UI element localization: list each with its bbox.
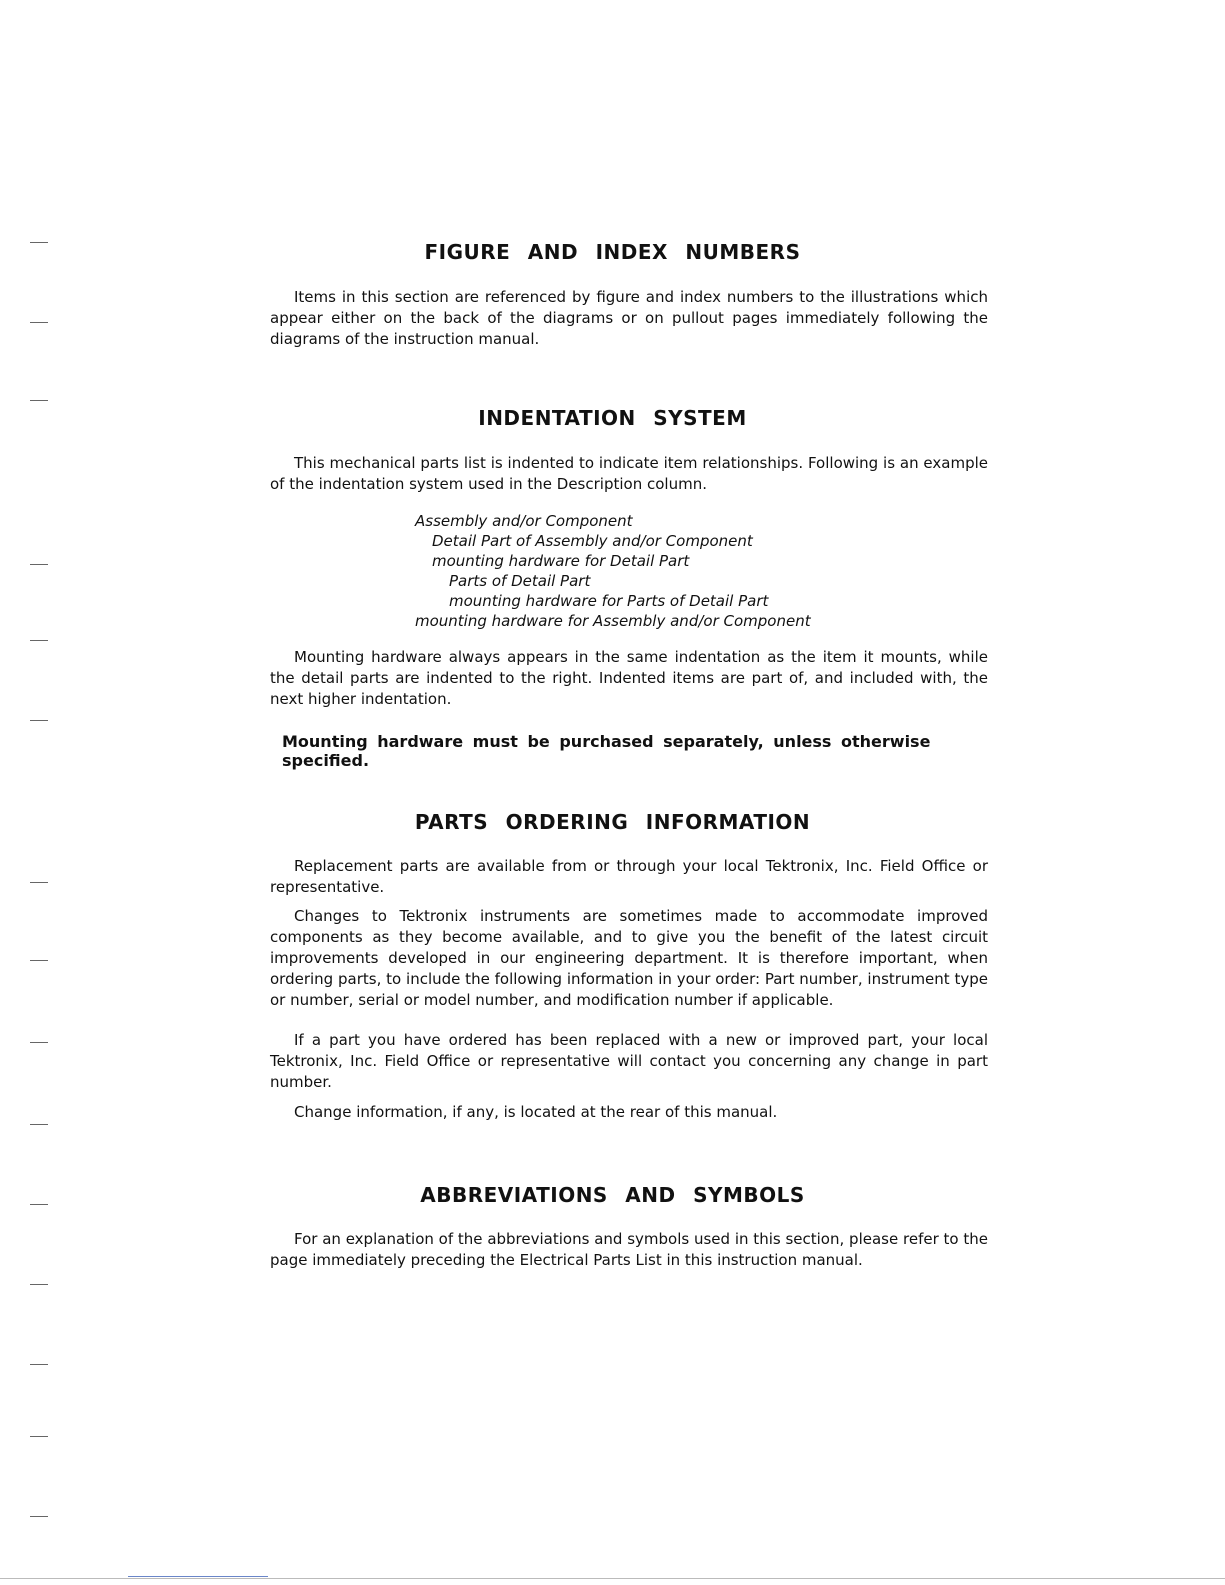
bottom-edge-line xyxy=(0,1578,1225,1579)
example-line-assembly: Assembly and/or Component xyxy=(415,512,633,530)
binding-hole-marks xyxy=(30,220,60,1520)
paragraph-ordering-4: Change information, if any, is located at the rear of this manual. xyxy=(294,1103,778,1121)
example-line-assembly-mounting: mounting hardware for Assembly and/or Component xyxy=(415,612,811,630)
indentation-example xyxy=(415,511,811,631)
heading-indentation-system: INDENTATION SYSTEM xyxy=(478,406,747,430)
mounting-hardware-notice: Mounting hardware must be purchased separately, unless otherwise specified. xyxy=(282,732,931,770)
bottom-edge-mark xyxy=(128,1576,268,1577)
heading-abbreviations: ABBREVIATIONS AND SYMBOLS xyxy=(420,1183,805,1207)
paragraph-figure-index: Items in this section are referenced by figure and index numbers to the illustrations which appear either on the back of the diagrams or on pullout pages immediately following the diagrams of the instruction manual. xyxy=(270,288,988,348)
paragraph-indentation-explanation: Mounting hardware always appears in the same indentation as the item it mounts, while the detail parts are indented to the right. Indented items are part of, and included with, the next higher indentation. xyxy=(270,648,988,708)
heading-parts-ordering: PARTS ORDERING INFORMATION xyxy=(414,810,811,834)
heading-figure-index: FIGURE AND INDEX NUMBERS xyxy=(424,240,801,264)
paragraph-ordering-2: Changes to Tektronix instruments are sometimes made to accommodate improved components as they become available, and to give you the benefit of the latest circuit improvements developed in our engineering department. It is therefore important, when ordering parts, to include the following information in your order: Part number, instrument type or number, serial or model number, and modification number if applicable. xyxy=(270,907,988,1009)
paragraph-indentation-intro: This mechanical parts list is indented to indicate item relationships. Following is an example of the indentation system used in the Description column. xyxy=(270,454,988,493)
example-line-parts-mounting: mounting hardware for Parts of Detail Part xyxy=(449,592,769,610)
example-line-detail-mounting: mounting hardware for Detail Part xyxy=(432,552,690,570)
example-line-parts-of-detail: Parts of Detail Part xyxy=(449,572,591,590)
paragraph-ordering-1: Replacement parts are available from or through your local Tektronix, Inc. Field Office or representative. xyxy=(270,857,988,896)
example-line-detail-part: Detail Part of Assembly and/or Component xyxy=(432,532,753,550)
paragraph-abbreviations: For an explanation of the abbreviations and symbols used in this section, please refer to the page immediately preceding the Electrical Parts List in this instruction manual. xyxy=(270,1230,988,1269)
paragraph-ordering-3: If a part you have ordered has been replaced with a new or improved part, your local Tektronix, Inc. Field Office or representative will contact you concerning any change in part number. xyxy=(270,1031,988,1091)
